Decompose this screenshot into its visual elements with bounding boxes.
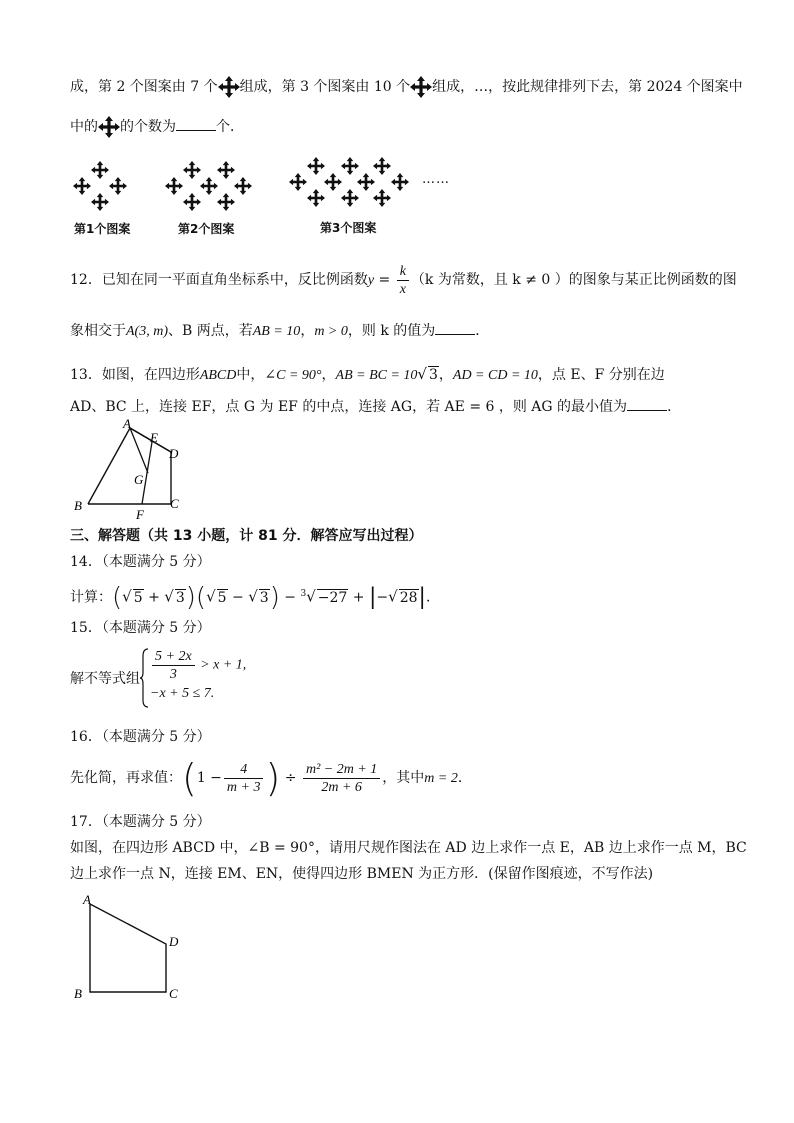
cross-icon <box>307 189 325 207</box>
cross-icon <box>200 177 218 195</box>
label-B: B <box>74 986 82 1001</box>
q12-line2 <box>70 320 489 342</box>
cross-icon <box>234 177 252 195</box>
q14-plus-b: + <box>348 589 369 606</box>
answer-blank[interactable] <box>627 396 667 411</box>
cross-icon <box>73 177 91 195</box>
q12-point-a: A(3, m) <box>126 324 168 339</box>
q14-plus: + <box>143 589 165 606</box>
q14-sqrt3: 3 <box>175 589 185 606</box>
q11-text-a: 成，第 2 个图案由 7 个 <box>70 79 218 95</box>
q12-ab: AB = 10 <box>252 324 301 339</box>
q13-text-b: 中， <box>236 367 265 383</box>
q12-m-cond: m > 0 <box>314 324 348 339</box>
q16-end: ． <box>457 770 472 786</box>
q17-header: 17．（本题满分 5 分） <box>70 814 211 830</box>
q14-end: ． <box>425 589 440 606</box>
q15-label: 解不等式组 <box>70 671 140 687</box>
cross-icon <box>410 76 432 98</box>
q16-tail: ，其中 <box>382 770 425 786</box>
q13-text-line2: AD、BC 上，连接 EF，点 G 为 EF 的中点，连接 AG，若 AE = 6 ，则 AG 的最小值为 <box>70 399 628 415</box>
q13-sqrt3: 3 <box>428 367 438 383</box>
q16-div: ÷ <box>280 770 301 786</box>
q12-frac-den: x <box>399 281 406 297</box>
q12-eq: = <box>374 272 395 288</box>
q13-angle: ∠C = 90° <box>264 368 322 383</box>
caption-pattern-3: 第3个图案 <box>320 221 377 235</box>
cross-icon <box>341 157 359 175</box>
q13-text-a: 13．如图，在四边形 <box>70 367 200 383</box>
q15-header: 15．（本题满分 5 分） <box>70 620 211 636</box>
q11-text-d: 中的 <box>70 119 98 135</box>
q15-frac-den: 3 <box>169 667 177 682</box>
q12-y: y <box>367 273 375 288</box>
label-B: B <box>74 498 82 513</box>
cross-icon <box>373 189 391 207</box>
q16-one-minus: 1 − <box>196 770 222 786</box>
q15-rhs1: > x + 1, <box>196 657 247 673</box>
pattern-2 <box>165 161 252 211</box>
q17-quadrilateral-figure <box>70 890 190 1005</box>
q11-text-e: 的个数为 <box>120 119 176 135</box>
cross-icon <box>98 116 120 138</box>
answer-blank[interactable] <box>435 320 475 335</box>
q14-sqrt3-b: 3 <box>259 589 269 606</box>
cross-icon <box>373 157 391 175</box>
section-title: 三、解答题（共 13 小题，计 81 分．解答应写出过程） <box>70 528 423 544</box>
q14-label: 计算： <box>70 589 112 606</box>
q15-system <box>70 648 246 708</box>
pattern-1 <box>73 161 127 211</box>
q13-end: ． <box>667 399 682 415</box>
brace-icon <box>140 648 150 708</box>
q14-minus: − <box>227 589 249 606</box>
q14-minus-b: − <box>279 589 301 606</box>
q16-frac1-den: m + 3 <box>226 779 261 795</box>
q13-eq2: AD = CD = 10 <box>452 368 538 383</box>
q15-row1 <box>150 648 246 683</box>
pattern-3 <box>289 157 409 207</box>
q15-brace <box>140 648 246 708</box>
q17-line2: 边上求作一点 N，连接 EM、EN，使得四边形 BMEN 为正方形．(保留作图痕迹，不写作法) <box>70 866 654 882</box>
answer-blank[interactable] <box>176 116 216 131</box>
q13-line2 <box>70 396 681 417</box>
q15-row2: −x + 5 ≤ 7. <box>150 686 215 701</box>
q14-cube-index: 3 <box>300 589 307 599</box>
q13-quad: ABCD <box>199 368 237 383</box>
label-D: D <box>169 934 179 949</box>
cross-icon <box>357 173 375 191</box>
q14-expression: 计算：(√ 5 + √ 3)(√ 5 − √ 3) − $^3$√ −27 + |−√ 28|． <box>70 582 440 613</box>
q16-frac2-den: 2m + 6 <box>321 779 362 795</box>
q11-text-b: 组成，第 3 个图案由 10 个 <box>239 79 411 95</box>
q16-m-eq: m = 2 <box>424 771 458 786</box>
q16-expression: 先化简，再求值：(1 − $\frac{4}{m + 3}$ ) ÷ $\frac{\text{m² − 2m + 1}}{2m + 6}$ ，其中m = 2． <box>70 756 472 800</box>
q13-text-d: ， <box>438 367 453 383</box>
pattern-ellipsis: …… <box>422 172 450 187</box>
q14-sqrt5-b: 5 <box>217 589 227 606</box>
caption-pattern-2: 第2个图案 <box>178 222 235 236</box>
q11-text-f: 个． <box>216 119 244 135</box>
cross-icon <box>91 193 109 211</box>
q12-text-c: ， <box>300 323 315 339</box>
label-D: D <box>169 446 179 461</box>
q16-header: 16．（本题满分 5 分） <box>70 729 211 745</box>
q13-eq1: AB = BC = 10 <box>335 368 418 383</box>
q12-text-b: 、B 两点，若 <box>168 323 253 339</box>
cross-icon <box>307 157 325 175</box>
q15-frac-num: 5 + 2x <box>152 648 195 666</box>
label-A: A <box>123 416 131 431</box>
q11-line1 <box>70 76 743 98</box>
q11-text-c: 组成，…，按此规律排列下去，第 2024 个图案中 <box>432 79 743 95</box>
q12-line1 <box>70 262 737 299</box>
q12-frac-num: k <box>397 263 409 281</box>
q11-line2 <box>70 116 244 138</box>
q14-sqrt28: 28 <box>399 589 418 606</box>
q13-quadrilateral-figure <box>70 416 190 522</box>
q14-header: 14．（本题满分 5 分） <box>70 554 211 570</box>
q12-end: ． <box>475 323 490 339</box>
q13-text-e: ，点 E、F 分别在边 <box>537 367 665 383</box>
cross-icon <box>341 189 359 207</box>
q16-frac2-num: m² − 2m + 1 <box>303 761 380 779</box>
q16-label: 先化简，再求值： <box>70 770 182 786</box>
cross-icon <box>391 173 409 191</box>
q17-line1: 如图，在四边形 ABCD 中，∠B = 90°，请用尺规作图法在 AD 边上求作一点 E，AB 边上求作一点 M，BC <box>70 840 747 856</box>
cross-icon <box>165 177 183 195</box>
label-A: A <box>83 892 91 907</box>
q13-text-c: ， <box>321 367 336 383</box>
q12-text-prefix: 12．已知在同一平面直角坐标系中，反比例函数 <box>70 272 368 288</box>
q12-text-cond: （k 为常数，且 k ≠ 0 ）的图象与某正比例函数的图 <box>410 272 737 288</box>
cross-icon <box>217 193 235 211</box>
q12-text-d: ，则 k 的值为 <box>347 323 436 339</box>
label-C: C <box>170 496 179 511</box>
q14-sqrt5: 5 <box>133 589 143 606</box>
cross-icon <box>324 173 342 191</box>
label-G: G <box>134 472 144 487</box>
q14-cbrt-neg27: −27 <box>317 589 348 606</box>
label-C: C <box>169 986 178 1001</box>
cross-icon <box>91 161 109 179</box>
cross-icon <box>218 76 240 98</box>
label-F: F <box>136 507 144 522</box>
caption-pattern-1: 第1个图案 <box>74 222 131 236</box>
label-E: E <box>150 430 158 445</box>
cross-icon <box>217 161 235 179</box>
q14-neg: − <box>376 589 389 606</box>
q16-frac1-num: 4 <box>224 761 264 779</box>
q13-line1: 13．如图，在四边形ABCD中，∠C = 90°，AB = BC = 10√ 3，AD = CD = 10，点 E、F 分别在边 <box>70 365 665 383</box>
q12-text-a: 象相交于 <box>70 323 126 339</box>
q12-fraction <box>397 263 409 298</box>
cross-icon <box>109 177 127 195</box>
cross-icon <box>183 193 201 211</box>
cross-icon <box>183 161 201 179</box>
cross-icon <box>289 173 307 191</box>
